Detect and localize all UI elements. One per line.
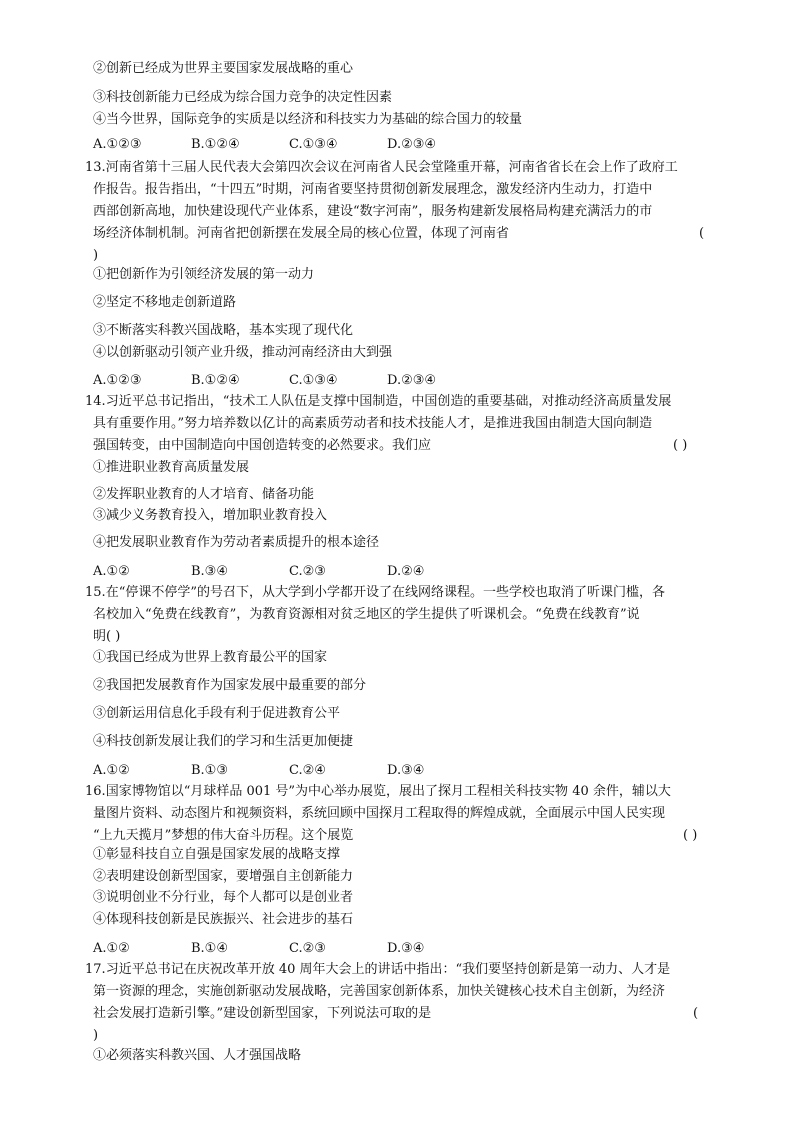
- q13-options: [93, 372, 485, 390]
- q13-choice-2: ②坚定不移地走创新道路: [93, 295, 237, 310]
- q13-stem: 13.河南省第十三届人民代表大会第四次会议在河南省人民会堂隆重开幕，河南省省长在会上作了政府工 作报告。报告指出，“十四五”时期，河南省要坚持贯彻创新发展理念，激发经济内生动力，打造中 西部创新高地，加快建设现代产业体系，建设“数字河南”，服务构建新发展格局构建充满活力的市 场经济体制机制。河南省把创新摆在发展全局的核心位置，体现了河南省 ( ): [85, 157, 725, 267]
- q14-stem: 14.习近平总书记指出，“技术工人队伍是支撑中国制造，中国创造的重要基础，对推动经济高质量发展 具有重要作用。”努力培养数以亿计的高素质劳动者和技术技能人才，是推进我国由制造大国向制造 强国转变，由中国制造向中国创造转变的必然要求。我们应 ( ): [85, 391, 725, 457]
- question-number: 14.: [85, 394, 106, 409]
- option-b[interactable]: B.①②④: [191, 373, 240, 388]
- option-d[interactable]: D.②③④: [387, 137, 437, 152]
- answer-bracket: ( ): [683, 828, 698, 843]
- q12-choice-4: ④当今世界，国际竞争的实质是以经济和科技实力为基础的综合国力的较量: [93, 112, 523, 127]
- option-a[interactable]: A.①②: [93, 941, 130, 956]
- option-c[interactable]: C.②③: [289, 564, 326, 579]
- q16-choice-1: ①彰显科技自立自强是国家发展的战略支撑: [93, 847, 341, 862]
- q13-choice-1: ①把创新作为引领经济发展的第一动力: [93, 267, 315, 282]
- q15-choice-2: ②我国把发展教育作为国家发展中最重要的部分: [93, 678, 367, 693]
- q14-choice-2: ②发挥职业教育的人才培育、储备功能: [93, 487, 315, 502]
- option-d[interactable]: D.③④: [387, 763, 425, 778]
- q16-options: [93, 940, 485, 958]
- option-a[interactable]: A.①②: [93, 763, 130, 778]
- answer-bracket-close: ): [93, 1028, 99, 1043]
- option-a[interactable]: A.①②: [93, 564, 130, 579]
- q13-choice-4: ④以创新驱动引领产业升级，推动河南经济由大到强: [93, 345, 393, 360]
- q15-choice-3: ③创新运用信息化手段有利于促进教育公平: [93, 706, 341, 721]
- option-c[interactable]: C.①③④: [289, 137, 338, 152]
- answer-bracket-open: (: [699, 226, 705, 241]
- option-b[interactable]: B.③④: [191, 564, 228, 579]
- q15-stem: 15.在“停课不停学”的号召下，从大学到小学都开设了在线网络课程。一些学校也取消了听课门槛，各 名校加入“免费在线教育”，为教育资源相对贫乏地区的学生提供了听课机会。“免费在线教育”说 明( ): [85, 582, 725, 648]
- option-b[interactable]: B.①④: [191, 941, 228, 956]
- question-number: 17.: [85, 962, 106, 977]
- q14-choice-4: ④把发展职业教育作为劳动者素质提升的根本途径: [93, 535, 380, 550]
- q15-choice-1: ①我国已经成为世界上教育最公平的国家: [93, 650, 328, 665]
- option-b[interactable]: B.①③: [191, 763, 228, 778]
- option-c[interactable]: C.②④: [289, 763, 326, 778]
- q16-choice-3: ③说明创业不分行业，每个人都可以是创业者: [93, 890, 354, 905]
- q13-choice-3: ③不断落实科教兴国战略，基本实现了现代化: [93, 323, 354, 338]
- option-a[interactable]: A.①②③: [93, 137, 142, 152]
- question-number: 15.: [85, 585, 106, 600]
- question-number: 13.: [85, 160, 106, 175]
- question-number: 16.: [85, 784, 106, 799]
- answer-bracket-close: ): [93, 248, 99, 263]
- option-c[interactable]: C.①③④: [289, 373, 338, 388]
- q16-stem: 16.国家博物馆以“月球样品 001 号”为中心举办展览，展出了探月工程相关科技实物 40 余件，辅以大 量图片资料、动态图片和视频资料，系统回顾中国探月工程取得的辉煌成就，全面展示中国人民实现 “上九天揽月”梦想的伟大奋斗历程。这个展览 ( ): [85, 781, 725, 847]
- option-b[interactable]: B.①②④: [191, 137, 240, 152]
- q14-choice-1: ①推进职业教育高质量发展: [93, 460, 250, 475]
- q17-choice-1: ①必须落实科教兴国、人才强国战略: [93, 1048, 302, 1063]
- q14-options: [93, 563, 485, 581]
- q12-options: [93, 136, 485, 154]
- option-c[interactable]: C.②③: [289, 941, 326, 956]
- q14-choice-3: ③减少义务教育投入，增加职业教育投入: [93, 508, 328, 523]
- option-a[interactable]: A.①②③: [93, 373, 142, 388]
- option-d[interactable]: D.③④: [387, 941, 425, 956]
- q12-choice-3: ③科技创新能力已经成为综合国力竞争的决定性因素: [93, 90, 393, 105]
- q17-stem: 17.习近平总书记在庆祝改革开放 40 周年大会上的讲话中指出：“我们要坚持创新是第一动力、人才是 第一资源的理念，实施创新驱动发展战略，完善国家创新体系，加快关键核心技术自主创新，为经济 社会发展打造新引擎。”建设创新型国家，下列说法可取的是 ( ): [85, 959, 725, 1047]
- answer-bracket-open: (: [693, 1006, 699, 1021]
- q12-choice-2: ②创新已经成为世界主要国家发展战略的重心: [93, 61, 354, 76]
- q16-choice-4: ④体现科技创新是民族振兴、社会进步的基石: [93, 912, 354, 927]
- q15-choice-4: ④科技创新发展让我们的学习和生活更加便捷: [93, 734, 354, 749]
- option-d[interactable]: D.②③④: [387, 373, 437, 388]
- q16-choice-2: ②表明建设创新型国家，要增强自主创新能力: [93, 869, 354, 884]
- option-d[interactable]: D.②④: [387, 564, 425, 579]
- answer-bracket: ( ): [673, 438, 688, 453]
- q15-options: [93, 762, 485, 780]
